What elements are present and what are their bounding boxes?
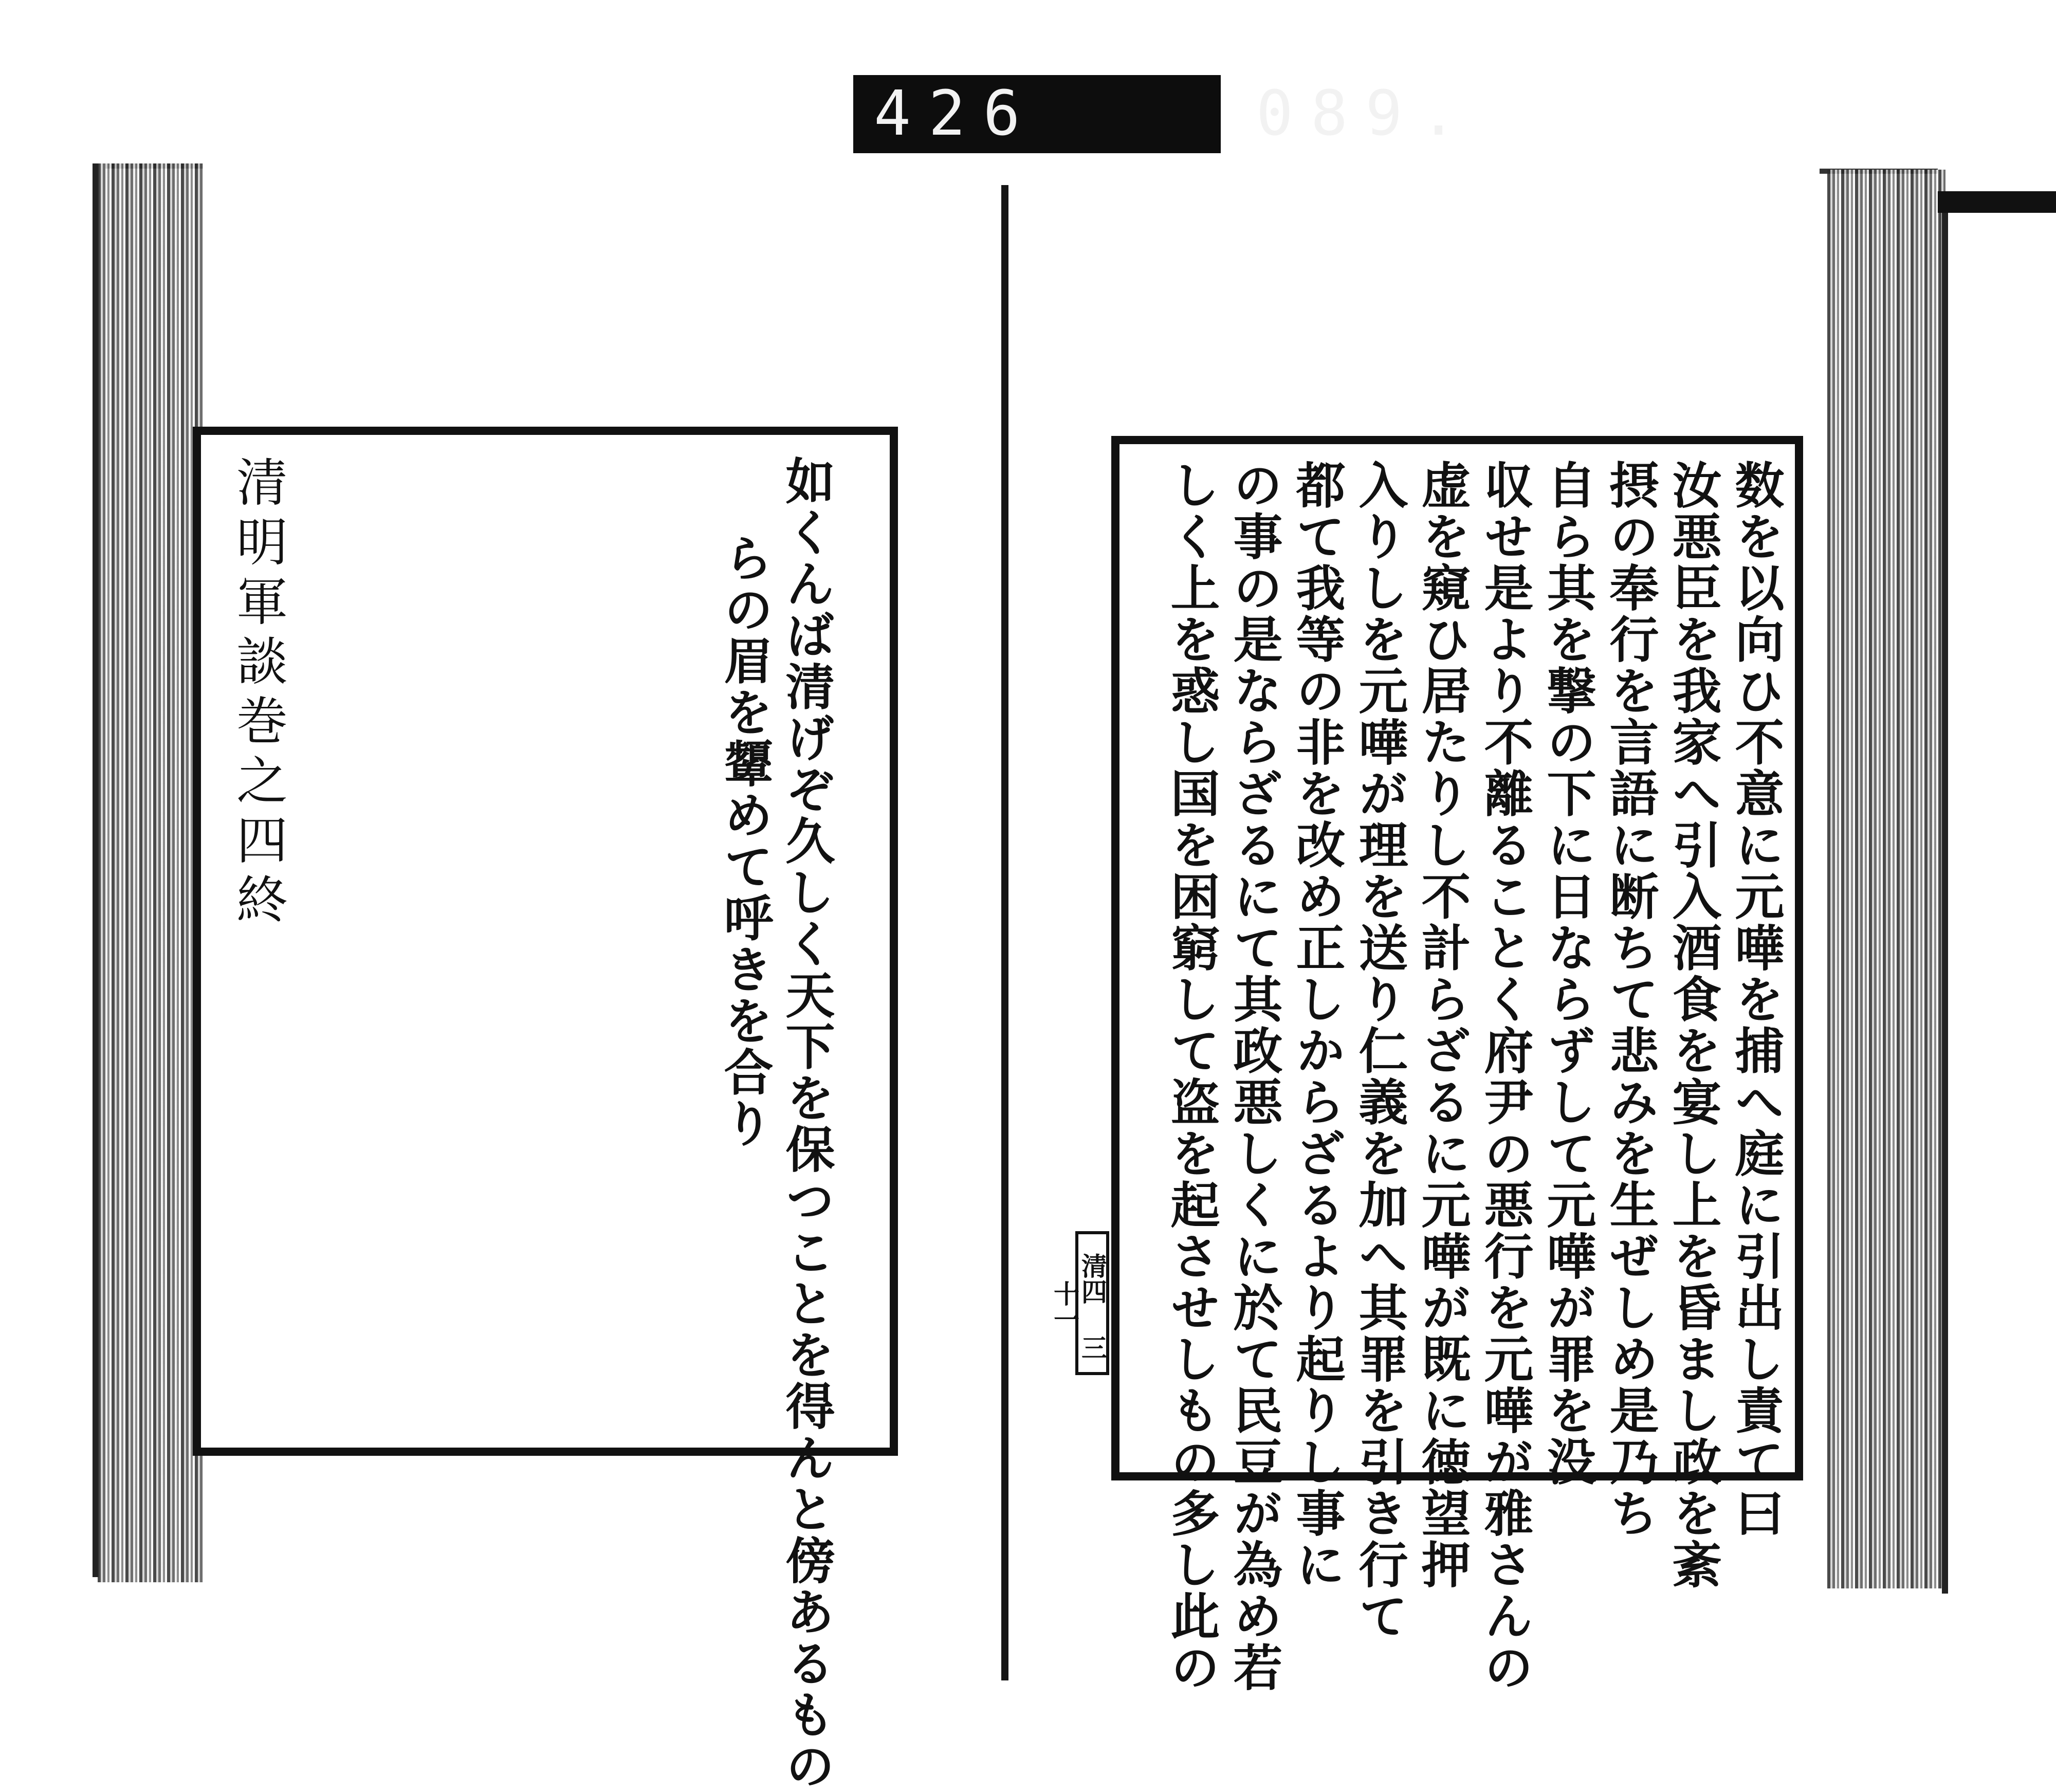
frame-counter: 426 089.: [853, 75, 1221, 153]
page-block-right: [1827, 170, 1945, 1588]
page-number-tab: 清四 三十一: [1075, 1231, 1109, 1375]
text-column: 入りしを元嘩が理を送り仁義を加へ其罪を引き行て: [1351, 460, 1409, 1642]
text-column: 摂の奉行を言語に断ちて悲みを生ぜしめ是乃ち: [1602, 460, 1660, 1539]
text-column: 虚を窺ひ居たりし不計らざるに元嘩が既に徳望押: [1414, 460, 1472, 1590]
text-column: 収せ是より不離ることく府尹の悪行を元嘩が雅さんの: [1476, 460, 1534, 1693]
left-text-panel: [193, 427, 898, 1792]
book-gutter: [1001, 185, 1008, 1680]
text-column: 如くんば清げぞ久しく天下を保つことを得んと傍あるもの: [778, 455, 836, 1792]
text-column: 数を以向ひ不意に元嘩を捕へ庭に引出し責て曰: [1727, 460, 1785, 1539]
text-column: の事の是ならざるにて其政悪しくに於て民豆が為め若: [1225, 460, 1283, 1693]
bookmark-ribbon: [1938, 191, 2056, 213]
book-cover-edge-right: [1942, 206, 1948, 1594]
text-column: 汝悪臣を我家へ引入酒食を宴し上を昏まし政を紊: [1664, 460, 1722, 1590]
text-column: 都て我等の非を改め正しからざるより起りし事に: [1288, 460, 1346, 1590]
page-block-left: [98, 163, 203, 1582]
colophon-title: 清明軍談巻之四終: [228, 455, 288, 932]
text-column: 自ら其を撃の下に日ならずして元嘩が罪を没: [1539, 460, 1597, 1488]
right-text-panel: [1111, 436, 1803, 1693]
text-column: らの眉を顰めて呼きを合り: [716, 533, 774, 1149]
text-column: しく上を惑し国を困窮して盗を起させしもの多し此の: [1163, 460, 1221, 1693]
